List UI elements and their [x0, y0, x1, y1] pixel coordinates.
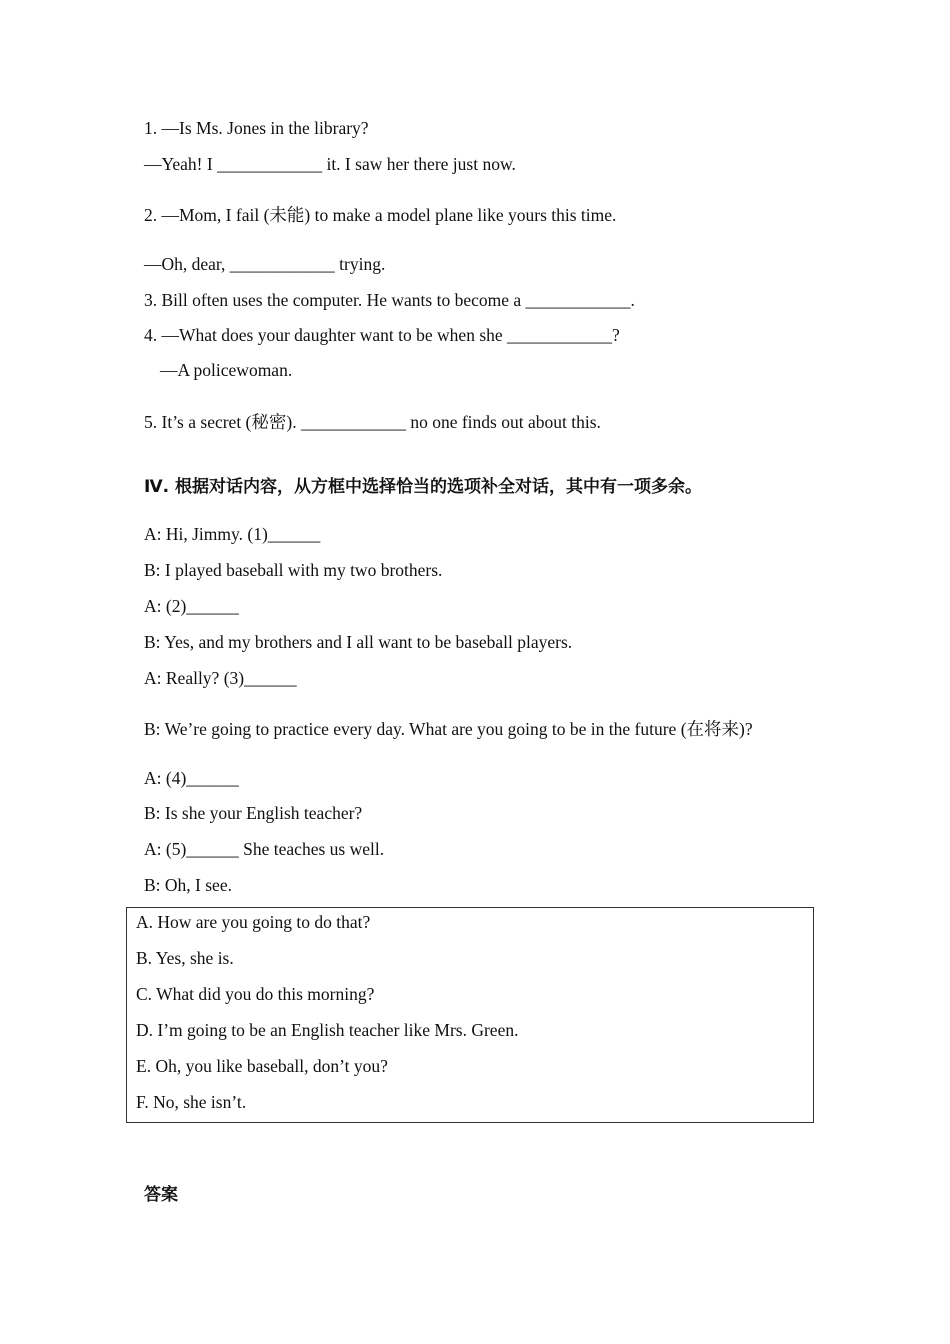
dialogue-line: A: (2)______	[144, 596, 239, 616]
question-4-prompt: 4. —What does your daughter want to be when she ____________?	[144, 325, 620, 345]
dialogue-line: B: Is she your English teacher?	[144, 803, 363, 823]
dialogue-line: B: Oh, I see.	[144, 875, 232, 895]
dialogue-line: B: Yes, and my brothers and I all want to be baseball players.	[144, 632, 573, 652]
question-2-response: —Oh, dear, ____________ trying.	[144, 254, 386, 274]
question-1-response: —Yeah! I ____________ it. I saw her there just now.	[144, 154, 516, 174]
question-5: 5. It’s a secret (秘密). ____________ no one finds out about this.	[144, 412, 601, 432]
option-d: D. I’m going to be an English teacher like Mrs. Green.	[136, 1020, 519, 1040]
option-b: B. Yes, she is.	[136, 948, 234, 968]
section-4-heading: Ⅳ. 根据对话内容，从方框中选择恰当的选项补全对话，其中有一项多余。	[144, 477, 703, 497]
option-a: A. How are you going to do that?	[136, 912, 371, 932]
dialogue-line: A: (5)______ She teaches us well.	[144, 839, 385, 859]
option-e: E. Oh, you like baseball, don’t you?	[136, 1056, 388, 1076]
dialogue-line: A: Really? (3)______	[144, 668, 297, 688]
option-f: F. No, she isn’t.	[136, 1092, 247, 1112]
question-1-prompt: 1. —Is Ms. Jones in the library?	[144, 118, 369, 138]
question-4-response: —A policewoman.	[160, 360, 293, 380]
options-box	[126, 907, 814, 1123]
dialogue-line: A: (4)______	[144, 768, 239, 788]
dialogue-line: A: Hi, Jimmy. (1)______	[144, 524, 321, 544]
question-3: 3. Bill often uses the computer. He wants to become a ____________.	[144, 290, 635, 310]
answers-heading: 答案	[144, 1185, 178, 1205]
dialogue-line: B: I played baseball with my two brothers.	[144, 560, 443, 580]
question-2-prompt: 2. —Mom, I fail (未能) to make a model plane like yours this time.	[144, 205, 617, 225]
dialogue-line: B: We’re going to practice every day. What are you going to be in the future (在将来)?	[144, 719, 753, 739]
option-c: C. What did you do this morning?	[136, 984, 375, 1004]
